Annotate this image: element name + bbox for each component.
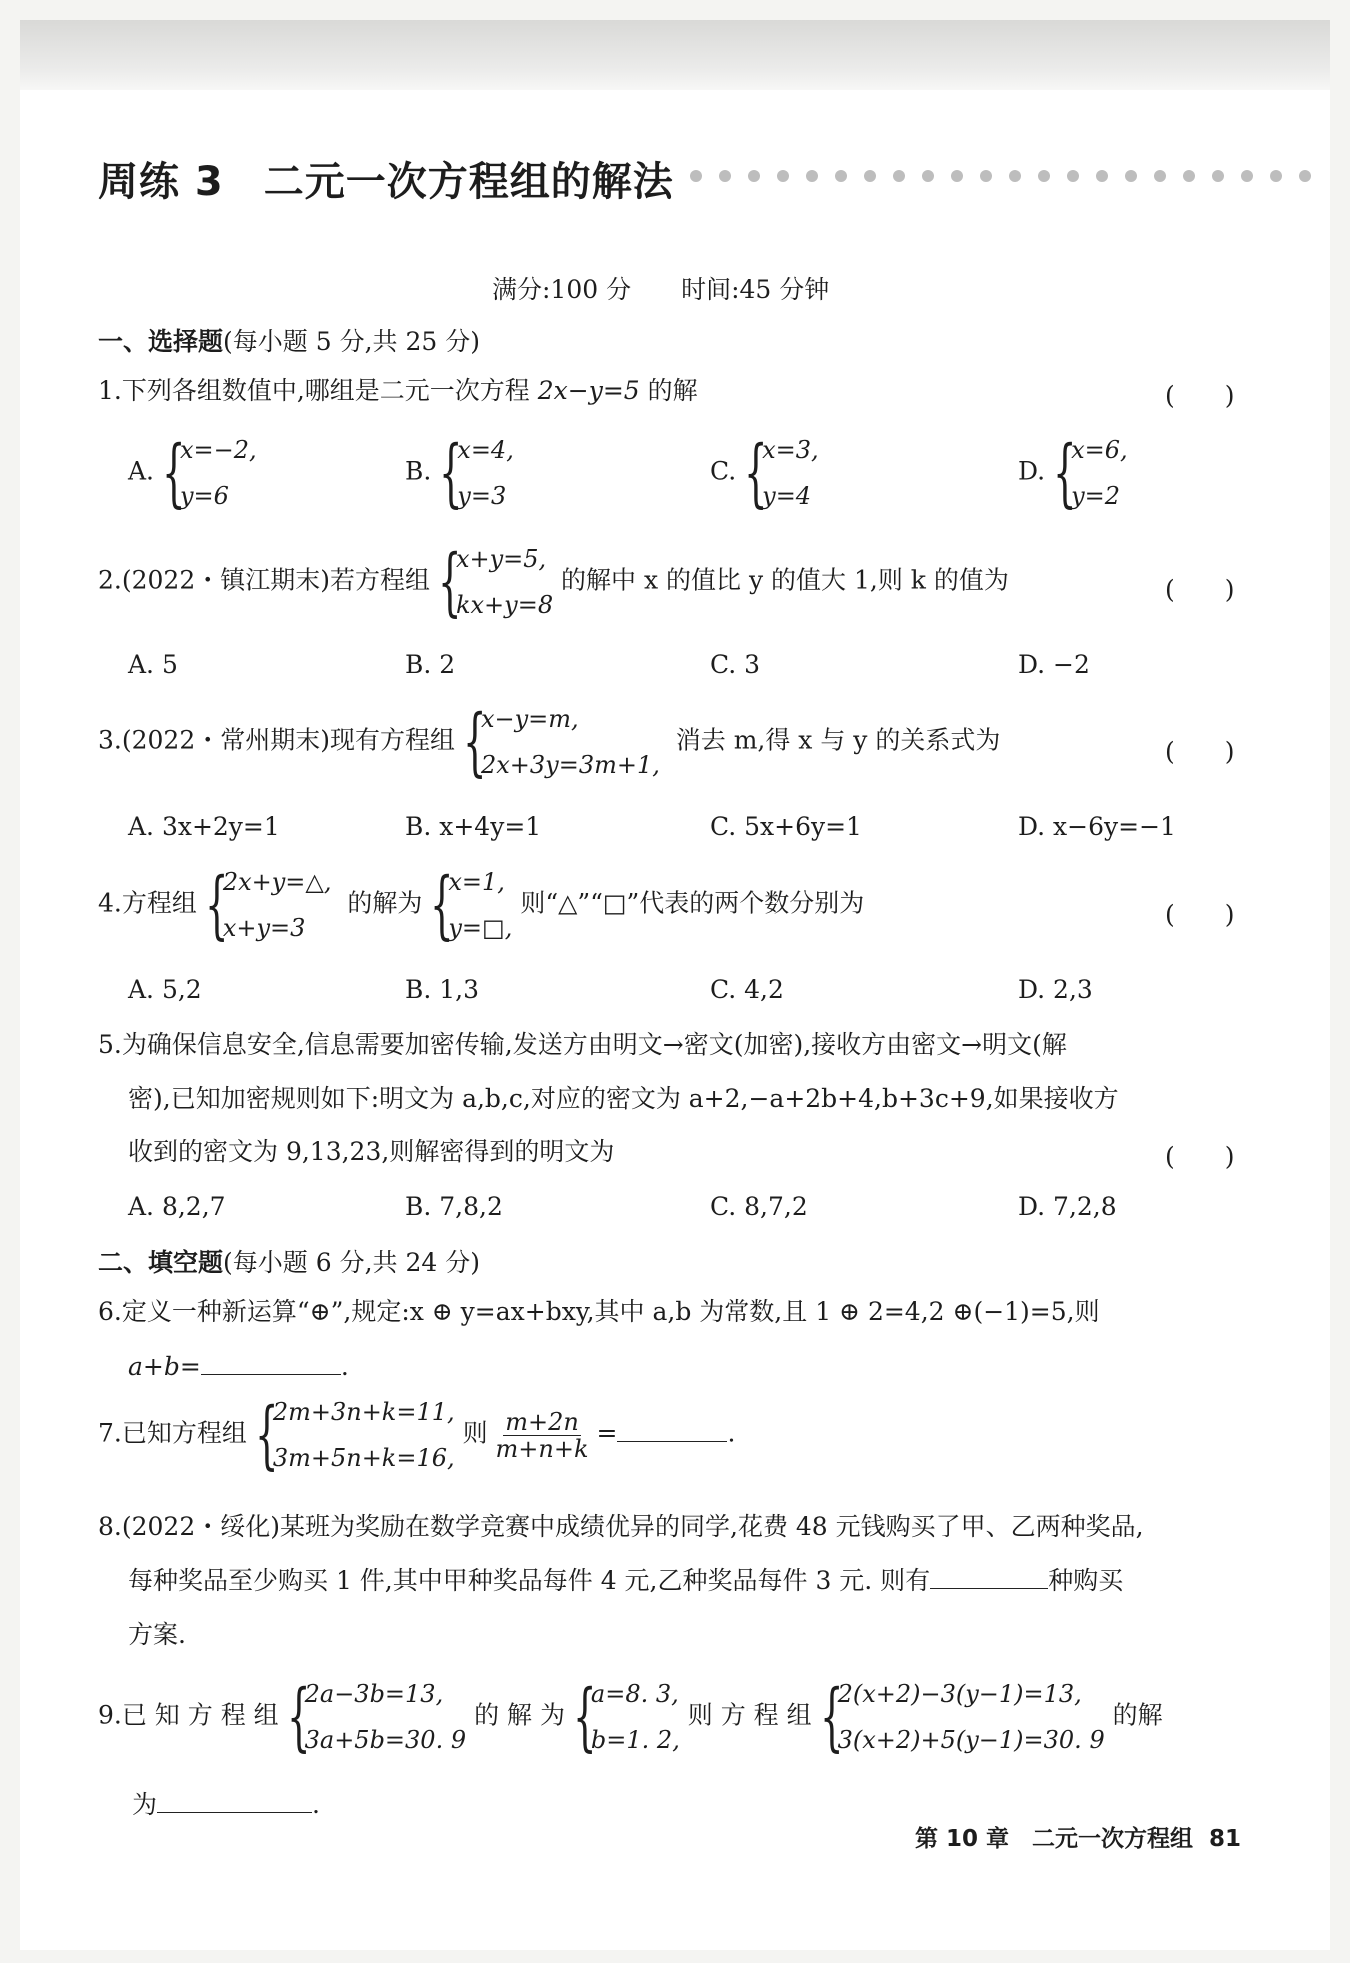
question-1: 1.下列各组数值中,哪组是二元一次方程 2x−y=5 的解 [98, 376, 698, 405]
q4-option-b: B. 1,3 [405, 975, 480, 1004]
q3-option-b: B. x+4y=1 [405, 812, 542, 841]
q2-option-d: D. −2 [1018, 650, 1090, 679]
question-4: 4.方程组 { 2x+y=△, x+y=3 的解为 { x=1, y=□, 则“△”“□”代表的两个数分别为 [98, 862, 865, 948]
scan-shadow [20, 20, 1330, 90]
answer-paren-5: ( ) [1165, 1142, 1235, 1171]
question-5-line-3: 收到的密文为 9,13,23,则解密得到的明文为 [128, 1137, 615, 1166]
q3-option-c: C. 5x+6y=1 [710, 812, 862, 841]
answer-blank-8[interactable] [930, 1566, 1048, 1589]
title-dots [690, 170, 1311, 184]
question-6-line-2: a+b= . [128, 1352, 349, 1381]
q1-option-c: C. { x=3, y=4 [710, 430, 819, 516]
answer-blank-9[interactable] [157, 1790, 312, 1813]
answer-paren-4: ( ) [1165, 900, 1235, 929]
q1-option-b: B. { x=4, y=3 [405, 430, 514, 516]
q4-option-d: D. 2,3 [1018, 975, 1093, 1004]
page-footer: 第 10 章 二元一次方程组 81 [915, 1826, 1242, 1852]
question-8-line-3: 方案. [128, 1620, 186, 1649]
answer-paren-2: ( ) [1165, 575, 1235, 604]
answer-blank-7[interactable] [617, 1419, 727, 1442]
answer-paren-3: ( ) [1165, 737, 1235, 766]
fraction: $\frac{m+2n}{m+n+k}$ [495, 1407, 589, 1463]
page-sheet [20, 20, 1330, 1950]
question-6-line-1: 6.定义一种新运算“⊕”,规定:x ⊕ y=ax+bxy,其中 a,b 为常数,且 1 ⊕ 2=4,2 ⊕(−1)=5,则 [98, 1297, 1100, 1326]
section-1-heading: 一、选择题(每小题 5 分,共 25 分) [98, 327, 480, 356]
q5-option-c: C. 8,7,2 [710, 1192, 808, 1221]
question-3: 3.(2022・常州期末)现有方程组 { x−y=m, 2x+3y=3m+1, 消去 m,得 x 与 y 的关系式为 [98, 699, 1001, 785]
score-time: 满分:100 分 时间:45 分钟 [492, 275, 830, 304]
question-5-line-1: 5.为确保信息安全,信息需要加密传输,发送方由明文→密文(加密),接收方由密文→明文(解 [98, 1030, 1067, 1059]
q5-option-b: B. 7,8,2 [405, 1192, 503, 1221]
q5-option-d: D. 7,2,8 [1018, 1192, 1117, 1221]
page-number: 81 [1209, 1826, 1242, 1852]
answer-paren-1: ( ) [1165, 381, 1235, 410]
q2-option-b: B. 2 [405, 650, 456, 679]
question-9-line-2: 为 . [132, 1790, 320, 1819]
q4-option-a: A. 5,2 [128, 975, 202, 1004]
q3-option-a: A. 3x+2y=1 [128, 812, 280, 841]
q1-option-a: A. { x=−2, y=6 [128, 430, 257, 516]
q3-option-d: D. x−6y=−1 [1018, 812, 1176, 841]
question-7: 7.已知方程组 { 2m+3n+k=11, 3m+5n+k=16, 则 $\frac{m+2n}{m+n+k}$ = . [98, 1392, 736, 1478]
question-2: 2.(2022・镇江期末)若方程组 { x+y=5, kx+y=8 的解中 x 的值比 y 的值大 1,则 k 的值为 [98, 539, 1009, 625]
section-2-heading: 二、填空题(每小题 6 分,共 24 分) [98, 1248, 480, 1277]
question-8-line-1: 8.(2022・绥化)某班为奖励在数学竞赛中成绩优异的同学,花费 48 元钱购买了甲、乙两种奖品, [98, 1512, 1144, 1541]
question-8-line-2: 每种奖品至少购买 1 件,其中甲种奖品每件 4 元,乙种奖品每件 3 元. 则有 种购买 [128, 1566, 1124, 1595]
question-9: 9.已 知 方 程 组 { 2a−3b=13, 3a+5b=30. 9 的 解 为 { a=8. 3, b=1. 2, 则 方 程 组 { 2(x+2)−3(y−1)=13, 3(x+2)+5(y−1)=30. 9 的解 [98, 1674, 1163, 1760]
question-5-line-2: 密),已知加密规则如下:明文为 a,b,c,对应的密文为 a+2,−a+2b+4,b+3c+9,如果接收方 [128, 1084, 1119, 1113]
q1-option-d: D. { x=6, y=2 [1018, 430, 1128, 516]
q5-option-a: A. 8,2,7 [128, 1192, 226, 1221]
q2-option-a: A. 5 [128, 650, 178, 679]
q4-option-c: C. 4,2 [710, 975, 784, 1004]
q2-option-c: C. 3 [710, 650, 761, 679]
answer-blank-6[interactable] [201, 1352, 341, 1375]
page-title: 周练 3 二元一次方程组的解法 [98, 159, 674, 205]
